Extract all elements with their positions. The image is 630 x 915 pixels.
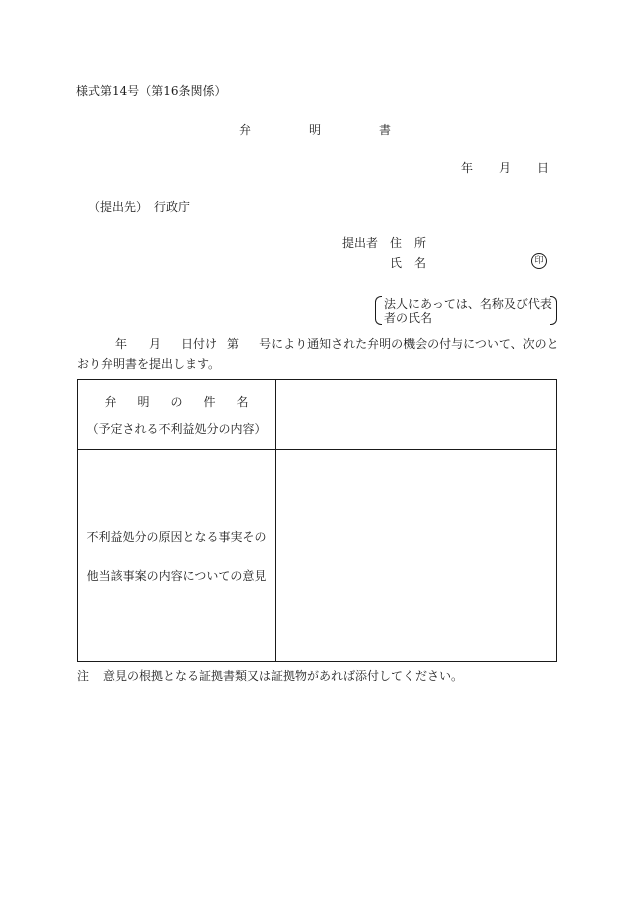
seal-mark: 印 xyxy=(531,253,547,269)
date-month: 月 xyxy=(499,161,512,175)
table-row xyxy=(78,380,557,450)
label-char: 明 xyxy=(137,394,150,409)
name-label: 氏 名 xyxy=(390,256,427,270)
body-number-prefix: 第 xyxy=(227,337,240,351)
label-char: 弁 xyxy=(104,394,117,409)
body-text-line2: おり弁明書を提出します。 xyxy=(77,357,221,371)
body-dated: 日付け xyxy=(181,337,218,351)
footnote xyxy=(77,670,463,682)
footnote-mark: 注 xyxy=(77,669,90,683)
body-month: 月 xyxy=(149,337,162,351)
document-title xyxy=(0,124,630,136)
table-row xyxy=(78,450,557,662)
date-line xyxy=(461,162,549,174)
submitter-label: 提出者 xyxy=(342,236,379,250)
date-year: 年 xyxy=(461,161,474,175)
address-label: 住 所 xyxy=(390,236,427,250)
case-name-label-cell xyxy=(78,380,276,450)
opinion-label-line1: 不利益処分の原因となる事実その xyxy=(86,529,267,544)
corporate-note xyxy=(375,296,557,325)
title-char: 弁 xyxy=(238,123,251,137)
opinion-value-cell[interactable] xyxy=(276,450,557,662)
left-bracket xyxy=(375,296,382,325)
title-char: 書 xyxy=(379,123,392,137)
recipient-line: （提出先） 行政庁 xyxy=(88,200,191,214)
date-day: 日 xyxy=(537,161,550,175)
opinion-label-cell xyxy=(78,450,276,662)
corporate-note-line1: 法人にあっては、名称及び代表 xyxy=(384,297,552,311)
title-char: 明 xyxy=(308,123,321,137)
case-name-label xyxy=(78,393,275,410)
form-number-label: 様式第14号（第16条関係） xyxy=(76,84,227,98)
statement-table xyxy=(77,379,557,662)
case-name-value-cell[interactable] xyxy=(276,380,557,450)
label-char: の xyxy=(170,394,183,409)
opinion-label-line2: 他当該事案の内容についての意見 xyxy=(86,568,267,583)
footnote-text: 意見の根拠となる証拠書類又は証拠物があれば添付してください。 xyxy=(103,669,464,683)
case-name-sublabel: （予定される不利益処分の内容） xyxy=(86,421,267,436)
label-char: 名 xyxy=(236,394,249,409)
body-text-line1 xyxy=(115,338,559,350)
body-line1-rest: 号により通知された弁明の機会の付与について、次のと xyxy=(259,337,559,351)
corporate-note-line2: 者の氏名 xyxy=(384,311,433,325)
label-char: 件 xyxy=(203,394,216,409)
body-year: 年 xyxy=(115,337,128,351)
